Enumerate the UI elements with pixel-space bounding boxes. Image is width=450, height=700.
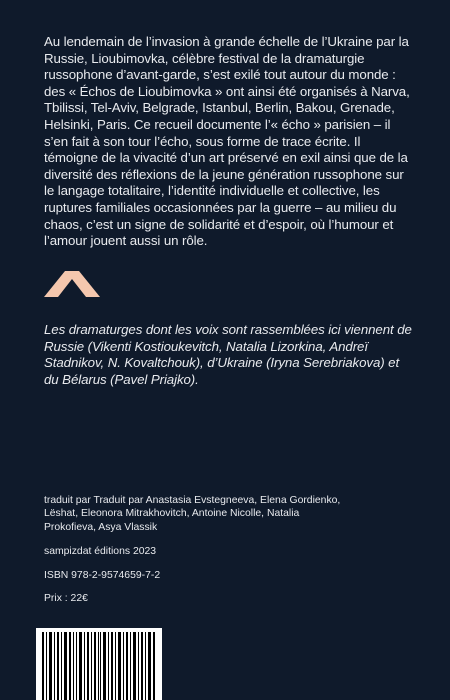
translators-credit: traduit par Traduit par Anastasia Evstegneeva, Elena Gordienko, Lëshat, Eleonora Mitrakhovitch, Antoine Nicolle, Natalia Prokofieva, Asya Vlassik <box>44 495 341 533</box>
barcode <box>36 628 162 700</box>
book-summary: Au lendemain de l’invasion à grande échelle de l’Ukraine par la Russie, Lioubimovka, célèbre festival de la dramaturgie russophone d’avant-garde, s’est exilé tout autour du monde : des « Échos de Lioubimovka » ont ainsi été organisés à Narva, Tbilissi, Tel-Aviv, Belgrade, Istanbul, Berlin, Bakou, Grenade, Helsinki, Paris. Ce recueil documente l’« écho » parisien – il s’en fait à son tour l’écho, sous forme de trace écrite. Il témoigne de la vivacité d’un art préservé en exil ainsi que de la diversité des réflexions de la jeune génération russophone sur le langage totalitaire, l’identité individuelle et collective, les ruptures familiales occasionnées par la guerre – au milieu du chaos, c’est un signe de solidarité et d’espoir, où l’humour et l’amour jouent aussi un rôle. <box>44 34 410 249</box>
authors-note: Les dramaturges dont les voix sont rassemblées ici viennent de Russie (Vikenti Kostioukevitch, Natalia Lizorkina, Andreï Stadnikov, N. Kovaltchouk), d’Ukraine (Iryna Serebriakova) et du Bélarus (Pavel Priajko). <box>44 322 412 387</box>
publisher-line: sampizdat éditions 2023 <box>44 546 157 557</box>
price-label: Prix : 22€ <box>44 593 88 604</box>
chevron-up-icon <box>44 271 100 297</box>
isbn-number: ISBN 978-2-9574659-7-2 <box>44 570 161 581</box>
